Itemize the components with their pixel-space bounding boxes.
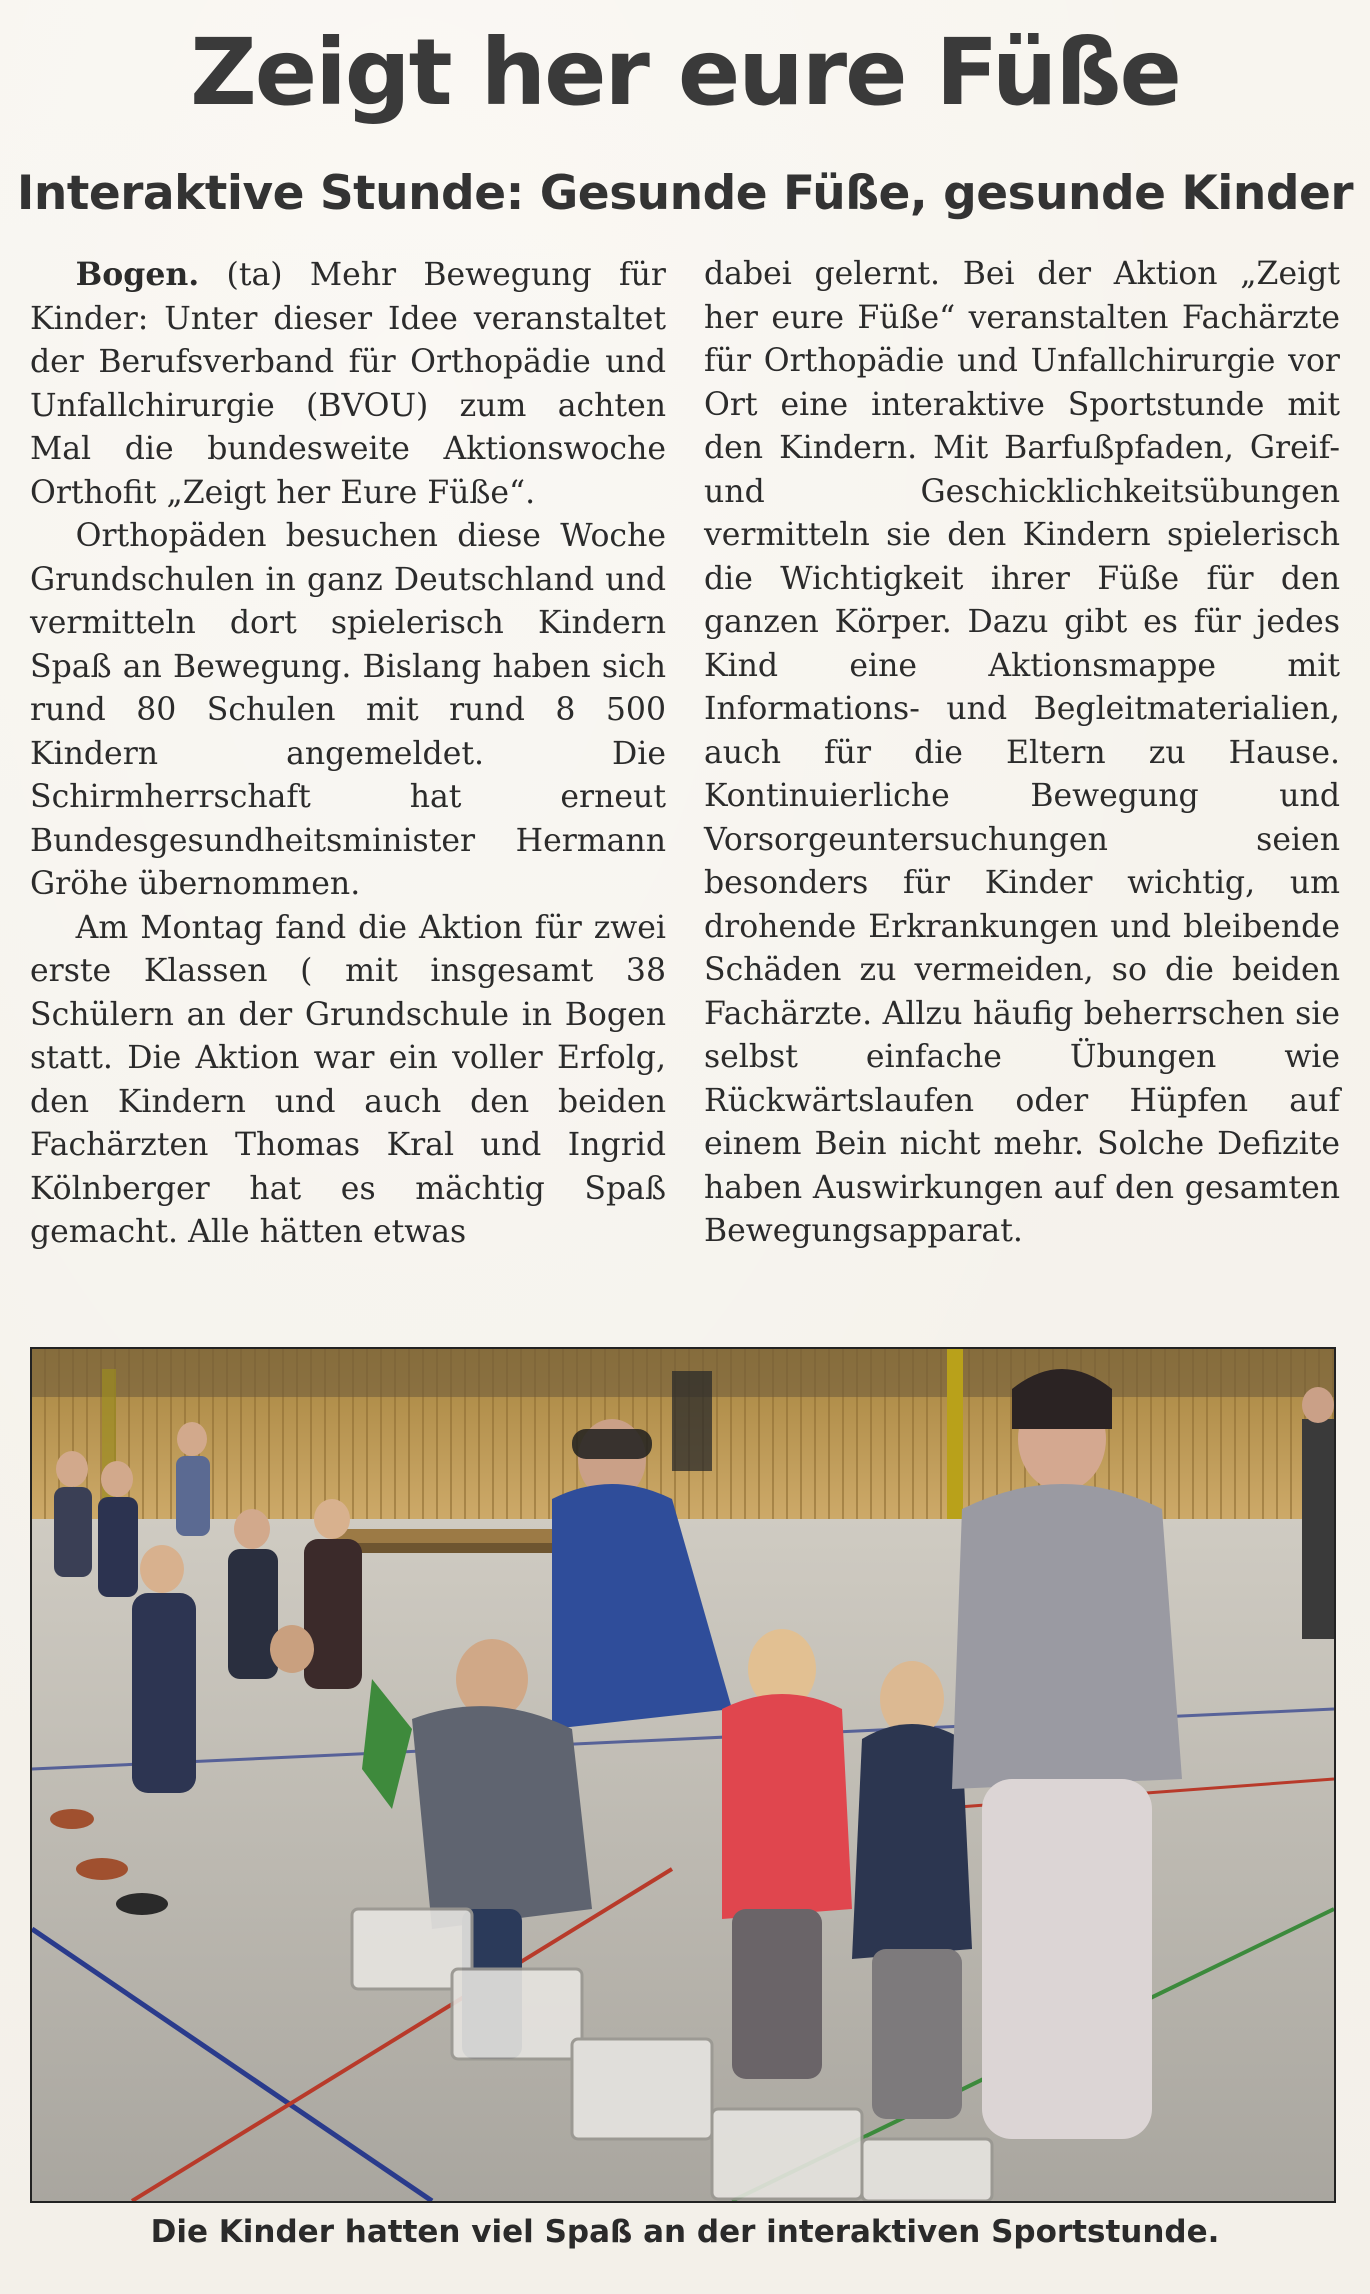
article-column-left (30, 253, 666, 1255)
article-column-right (704, 253, 1340, 1254)
article-photo (30, 1347, 1336, 2203)
photo-gym-scene (32, 1349, 1334, 2201)
article-paragraph-1 (30, 253, 666, 515)
article-dateline: Bogen. (75, 256, 200, 293)
photo-caption: Die Kinder hatten viel Spaß an der interaktiven Sportstunde. (150, 2214, 1220, 2250)
article-paragraph-3: Am Montag fand die Aktion für zwei erste Klassen ( mit insgesamt 38 Schülern an der Grundschule in Bogen statt. Die Aktion war ein voller Erfolg, den Kindern und auch den beiden Fachärzten Thomas Kral und Ingrid Kölnberger hat es mächtig Spaß gemacht. Alle hätten etwas (30, 909, 666, 1250)
article-paragraph-4: dabei gelernt. Bei der Aktion „Zeigt her eure Füße“ veranstalten Fachärzte für Orthopädie und Unfallchirurgie vor Ort eine interaktive Sportstunde mit den Kindern. Mit Barfußpfaden, Greif- und Geschicklichkeitsübungen vermitteln sie den Kindern spielerisch die Wichtigkeit ihrer Füße für den ganzen Körper. Dazu gibt es für jedes Kind eine Aktionsmappe mit Informations- und Begleitmaterialien, auch für die Eltern zu Hause. Kontinuierliche Bewegung und Vorsorgeuntersuchungen seien besonders für Kinder wichtig, um drohende Erkrankungen und bleibende Schäden zu vermeiden, so die beiden Fachärzte. Allzu häufig beherrschen sie selbst einfache Übungen wie Rückwärtslaufen oder Hüpfen auf einem Bein nicht mehr. Solche Defizite haben Auswirkungen auf den gesamten Bewegungsapparat. (704, 256, 1340, 1249)
article-paragraph-2: Orthopäden besuchen diese Woche Grundschulen in ganz Deutschland und vermitteln dort spielerisch Kindern Spaß an Bewegung. Bislang haben sich rund 80 Schulen mit rund 8 500 Kindern angemeldet. Die Schirmherrschaft hat erneut Bundesgesundheitsminister Hermann Gröhe übernommen. (30, 518, 666, 902)
article-headline: Zeigt her eure Füße (190, 19, 1180, 126)
article-paragraph-1-text: (ta) Mehr Bewegung für Kinder: Unter dieser Idee veranstaltet der Berufsverband für Orthopädie und Unfallchirurgie (BVOU) zum achten Mal die bundesweite Aktionswoche Orthofit „Zeigt her Eure Füße“. (30, 257, 666, 511)
article-subheadline: Interaktive Stunde: Gesunde Füße, gesunde Kinder (16, 166, 1354, 221)
